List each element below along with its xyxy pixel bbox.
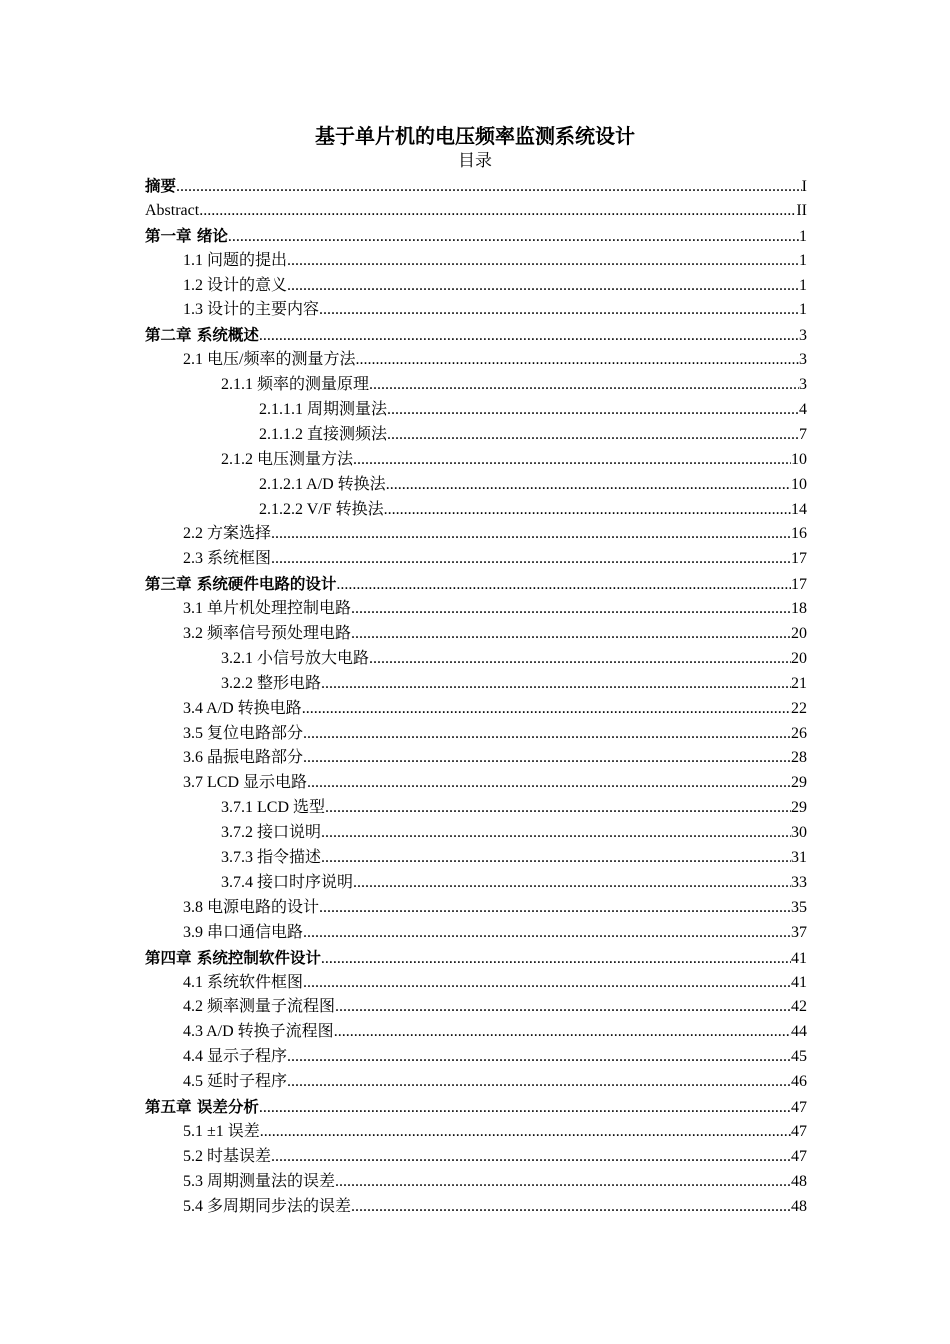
toc-entry[interactable]: [145, 971, 807, 996]
toc-entry-label: 第三章 系统硬件电路的设计: [145, 575, 337, 594]
toc-dot-leader: [319, 896, 791, 921]
toc-entry[interactable]: [145, 697, 807, 722]
toc-entry-label: 5.1 ±1 误差: [183, 1122, 260, 1140]
toc-entry-page-number: 41: [791, 949, 807, 967]
toc-dot-leader: [176, 175, 802, 200]
toc-entry-page-number: 22: [791, 699, 807, 717]
toc-dot-leader: [321, 821, 791, 846]
toc-dot-leader: [351, 622, 791, 647]
toc-entry-page-number: 1: [799, 276, 807, 294]
toc-entry[interactable]: [145, 622, 807, 647]
toc-entry[interactable]: [145, 896, 807, 921]
toc-entry-label: 第二章 系统概述: [145, 326, 259, 345]
toc-dot-leader: [369, 647, 791, 672]
toc-entry-page-number: 48: [791, 1197, 807, 1215]
toc-dot-leader: [321, 846, 791, 871]
toc-dot-leader: [287, 1045, 791, 1070]
toc-entry[interactable]: [145, 597, 807, 622]
toc-entry[interactable]: [145, 1020, 807, 1045]
toc-entry-page-number: 18: [791, 600, 807, 618]
toc-entry[interactable]: [145, 1195, 807, 1220]
toc-entry-label: Abstract: [145, 201, 200, 219]
toc-dot-leader: [387, 398, 799, 423]
toc-entry-label: 5.4 多周期同步法的误差: [183, 1197, 352, 1215]
toc-entry-label: 3.6 晶振电路部分: [183, 749, 304, 767]
toc-entry-label: 5.3 周期测量法的误差: [183, 1172, 336, 1190]
toc-dot-leader: [351, 597, 791, 622]
toc-entry[interactable]: [145, 199, 807, 224]
toc-entry-page-number: 17: [791, 576, 807, 594]
toc-entry-page-number: 35: [791, 898, 807, 916]
toc-entry-label: 3.7.1 LCD 选型: [221, 799, 326, 817]
toc-entry-label: 3.5 复位电路部分: [183, 724, 304, 742]
toc-entry-label: 2.1.2.1 A/D 转换法: [259, 475, 386, 493]
toc-entry-page-number: 14: [791, 500, 807, 518]
toc-entry-page-number: 47: [791, 1147, 807, 1165]
toc-entry[interactable]: [145, 1070, 807, 1095]
toc-entry-page-number: 16: [791, 525, 807, 543]
toc-dot-leader: [351, 1195, 791, 1220]
table-of-contents: [145, 174, 807, 1219]
toc-entry-page-number: 20: [791, 625, 807, 643]
toc-dot-leader: [334, 1020, 791, 1045]
toc-entry-page-number: 47: [791, 1122, 807, 1140]
toc-entry-page-number: 1: [799, 251, 807, 269]
toc-heading: 目录: [458, 151, 492, 170]
toc-entry-label: 5.2 时基误差: [183, 1147, 272, 1165]
document-title: 基于单片机的电压频率监测系统设计: [315, 124, 635, 148]
toc-dot-leader: [387, 423, 799, 448]
toc-dot-leader: [271, 547, 791, 572]
toc-entry-label: 第四章 系统控制软件设计: [145, 948, 321, 967]
toc-entry[interactable]: [145, 423, 807, 448]
toc-dot-leader: [307, 771, 791, 796]
toc-entry-page-number: 33: [791, 873, 807, 891]
toc-dot-leader: [302, 697, 791, 722]
toc-dot-leader: [321, 947, 791, 972]
toc-dot-leader: [303, 971, 791, 996]
toc-entry[interactable]: [145, 921, 807, 946]
toc-entry-page-number: II: [796, 201, 807, 219]
toc-entry[interactable]: [145, 249, 807, 274]
toc-entry[interactable]: [145, 174, 807, 199]
toc-entry[interactable]: [145, 871, 807, 896]
toc-entry-label: 3.1 单片机处理控制电路: [183, 600, 352, 618]
toc-dot-leader: [271, 522, 791, 547]
toc-entry[interactable]: [145, 398, 807, 423]
toc-entry-label: 4.4 显示子程序: [183, 1048, 288, 1066]
toc-entry-label: 3.2.1 小信号放大电路: [221, 649, 370, 667]
toc-entry[interactable]: [145, 274, 807, 299]
toc-entry[interactable]: [145, 647, 807, 672]
toc-entry-page-number: 26: [791, 724, 807, 742]
toc-entry[interactable]: [145, 771, 807, 796]
toc-dot-leader: [353, 871, 791, 896]
toc-dot-leader: [303, 921, 791, 946]
toc-entry-label: 3.9 串口通信电路: [183, 923, 304, 941]
toc-entry-page-number: 30: [791, 824, 807, 842]
toc-entry-label: 3.7.3 指令描述: [221, 849, 322, 867]
toc-entry-page-number: 1: [799, 301, 807, 319]
toc-entry[interactable]: [145, 946, 807, 971]
toc-entry-page-number: I: [801, 178, 807, 195]
toc-entry-page-number: 29: [791, 774, 807, 792]
toc-entry[interactable]: [145, 298, 807, 323]
toc-entry-label: 1.2 设计的意义: [183, 276, 288, 294]
toc-entry-label: 2.3 系统框图: [183, 550, 272, 568]
toc-entry-page-number: 3: [799, 376, 807, 394]
toc-dot-leader: [335, 995, 791, 1020]
toc-entry-page-number: 41: [791, 973, 807, 991]
toc-dot-leader: [353, 448, 791, 473]
toc-entry[interactable]: [145, 224, 807, 249]
toc-entry[interactable]: [145, 746, 807, 771]
toc-entry-page-number: 46: [791, 1073, 807, 1091]
toc-dot-leader: [355, 348, 799, 373]
toc-entry[interactable]: [145, 1145, 807, 1170]
toc-dot-leader: [321, 672, 791, 697]
toc-dot-leader: [303, 746, 791, 771]
toc-entry[interactable]: [145, 323, 807, 348]
toc-entry-label: 2.1.2.2 V/F 转换法: [259, 500, 384, 518]
toc-entry-page-number: 28: [791, 749, 807, 767]
toc-entry-page-number: 48: [791, 1172, 807, 1190]
toc-entry-page-number: 17: [791, 550, 807, 568]
toc-entry[interactable]: [145, 672, 807, 697]
toc-dot-leader: [259, 324, 799, 349]
toc-entry[interactable]: [145, 821, 807, 846]
toc-entry-page-number: 29: [791, 799, 807, 817]
toc-entry[interactable]: [145, 572, 807, 597]
toc-entry[interactable]: [145, 1120, 807, 1145]
toc-entry-label: 1.1 问题的提出: [183, 251, 288, 269]
toc-dot-leader: [384, 498, 791, 523]
toc-entry[interactable]: [145, 522, 807, 547]
toc-entry-label: 3.7.2 接口说明: [221, 824, 322, 842]
toc-entry-page-number: 4: [799, 401, 807, 419]
toc-entry-label: 摘要: [145, 177, 177, 195]
toc-entry[interactable]: [145, 846, 807, 871]
toc-dot-leader: [336, 573, 791, 598]
toc-entry[interactable]: [145, 473, 807, 498]
toc-entry-label: 3.2.2 整形电路: [221, 674, 322, 692]
toc-dot-leader: [260, 1120, 791, 1145]
toc-entry[interactable]: [145, 498, 807, 523]
toc-entry[interactable]: [145, 348, 807, 373]
toc-entry-label: 2.1.2 电压测量方法: [221, 450, 354, 468]
toc-dot-leader: [287, 1070, 791, 1095]
toc-entry[interactable]: [145, 373, 807, 398]
toc-entry-page-number: 10: [791, 450, 807, 468]
toc-entry-page-number: 21: [791, 674, 807, 692]
toc-entry[interactable]: [145, 547, 807, 572]
toc-dot-leader: [335, 1170, 791, 1195]
toc-entry-label: 2.1.1.2 直接测频法: [259, 425, 388, 443]
toc-entry-label: 2.1 电压/频率的测量方法: [183, 351, 356, 369]
toc-dot-leader: [303, 722, 791, 747]
toc-entry-page-number: 31: [791, 849, 807, 867]
toc-entry-label: 3.8 电源电路的设计: [183, 898, 320, 916]
toc-entry-page-number: 7: [799, 425, 807, 443]
toc-dot-leader: [259, 1096, 791, 1121]
toc-dot-leader: [287, 249, 799, 274]
toc-entry[interactable]: [145, 1045, 807, 1070]
toc-entry-page-number: 10: [791, 475, 807, 493]
toc-entry-label: 4.5 延时子程序: [183, 1073, 288, 1091]
toc-entry-page-number: 3: [799, 351, 807, 369]
toc-entry-label: 2.1.1 频率的测量原理: [221, 376, 370, 394]
toc-dot-leader: [199, 199, 796, 224]
toc-entry[interactable]: [145, 1170, 807, 1195]
toc-entry-label: 4.2 频率测量子流程图: [183, 998, 336, 1016]
toc-entry[interactable]: [145, 1095, 807, 1120]
toc-dot-leader: [369, 373, 799, 398]
toc-entry-page-number: 3: [799, 327, 807, 345]
toc-entry-label: 3.7.4 接口时序说明: [221, 873, 354, 891]
toc-entry-page-number: 20: [791, 649, 807, 667]
toc-entry-label: 3.2 频率信号预处理电路: [183, 625, 352, 643]
toc-dot-leader: [325, 796, 791, 821]
toc-entry[interactable]: [145, 995, 807, 1020]
toc-entry-page-number: 44: [791, 1023, 807, 1041]
toc-dot-leader: [386, 473, 791, 498]
toc-entry-label: 2.1.1.1 周期测量法: [259, 401, 388, 419]
toc-entry-label: 第一章 绪论: [145, 226, 228, 245]
toc-entry-page-number: 47: [791, 1098, 807, 1116]
toc-dot-leader: [287, 274, 799, 299]
toc-dot-leader: [228, 225, 799, 250]
toc-entry-label: 3.4 A/D 转换电路: [183, 699, 302, 717]
toc-entry-label: 4.1 系统软件框图: [183, 973, 304, 991]
toc-entry-label: 1.3 设计的主要内容: [183, 301, 320, 319]
toc-entry-page-number: 1: [799, 227, 807, 245]
toc-dot-leader: [319, 298, 799, 323]
toc-dot-leader: [271, 1145, 791, 1170]
toc-entry[interactable]: [145, 722, 807, 747]
toc-entry-label: 2.2 方案选择: [183, 525, 272, 543]
toc-entry-page-number: 45: [791, 1048, 807, 1066]
toc-entry-label: 4.3 A/D 转换子流程图: [183, 1023, 334, 1041]
toc-entry[interactable]: [145, 796, 807, 821]
toc-entry-page-number: 37: [791, 923, 807, 941]
toc-entry-label: 3.7 LCD 显示电路: [183, 774, 308, 792]
toc-entry[interactable]: [145, 448, 807, 473]
toc-entry-label: 第五章 误差分析: [145, 1097, 259, 1116]
toc-entry-page-number: 42: [791, 998, 807, 1016]
